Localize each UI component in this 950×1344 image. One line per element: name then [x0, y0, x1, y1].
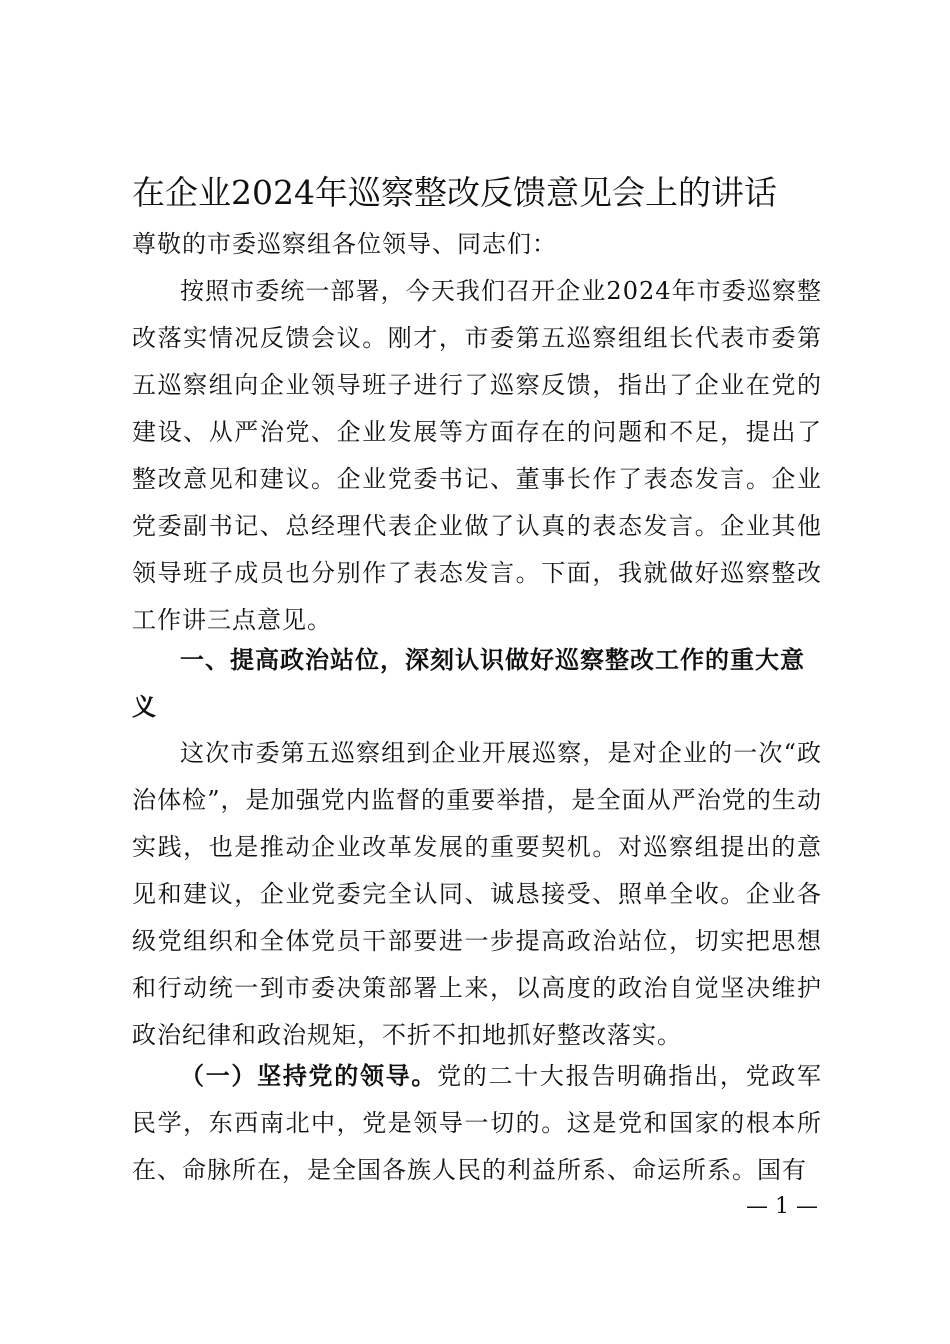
paragraph-opening: 按照市委统一部署，今天我们召开企业2024年市委巡察整改落实情况反馈会议。刚才，市委第五巡察组组长代表市委第五巡察组向企业领导班子进行了巡察反馈，指出了企业在党的建设、从严治党、企业发展等方面存在的问题和不足，提出了整改意见和建议。企业党委书记、董事长作了表态发言。企业党委副书记、总经理代表企业做了认真的表态发言。企业其他领导班子成员也分别作了表态发言。下面，我就做好巡察整改工作讲三点意见。	[132, 277, 822, 634]
subsection-lead: （一）坚持党的领导。	[180, 1061, 438, 1090]
section-heading-1: 一、提高政治站位，深刻认识做好巡察整改工作的重大意义	[132, 645, 805, 721]
subsection-body: 党的二十大报告明确指出，党政军民学，东西南北中，党是领导一切的。这是党和国家的根本所在、命脉所在，是全国各族人民的利益所系、命运所系。国有	[132, 1062, 823, 1184]
page-number: — 1 —	[746, 1194, 818, 1219]
paragraph-section-1: 这次市委第五巡察组到企业开展巡察，是对企业的一次“政治体检”，是加强党内监督的重要举措，是全面从严治党的生动实践，也是推动企业改革发展的重要契机。对巡察组提出的意见和建议，企业党委完全认同、诚恳接受、照单全收。企业各级党组织和全体党员干部要进一步提高政治站位，切实把思想和行动统一到市委决策部署上来，以高度的政治自觉坚决维护政治纪律和政治规矩，不折不扣地抓好整改落实。	[132, 739, 822, 1049]
paragraph-subsection-1	[132, 1052, 822, 1194]
salutation: 尊敬的市委巡察组各位领导、同志们：	[132, 230, 557, 258]
document-title: 在企业2024年巡察整改反馈意见会上的讲话	[132, 173, 777, 212]
